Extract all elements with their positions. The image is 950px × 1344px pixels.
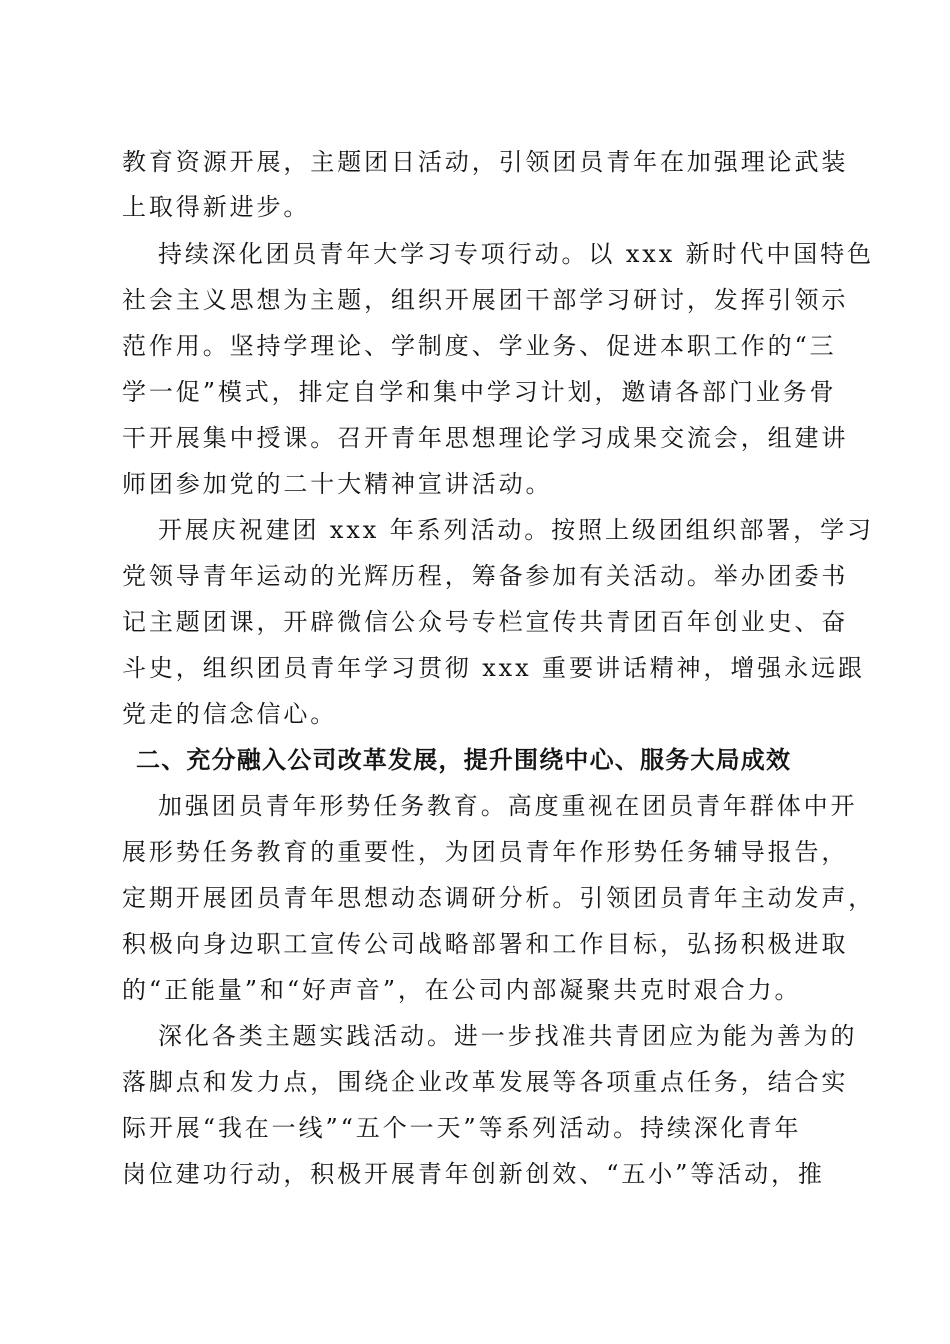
paragraph-line: 干开展集中授课。召开青年思想理论学习成果交流会，组建讲 bbox=[122, 424, 849, 452]
paragraph-line: 加强团员青年形势任务教育。高度重视在团员青年群体中开 bbox=[158, 792, 858, 820]
paragraph-line: 落脚点和发力点，围绕企业改革发展等各项重点任务，结合实 bbox=[122, 1068, 849, 1096]
paragraph-line: 范作用。坚持学理论、学制度、学业务、促进本职工作的“三 bbox=[122, 332, 837, 360]
paragraph-line: 党领导青年运动的光辉历程，筹备参加有关活动。举办团委书 bbox=[122, 562, 849, 590]
paragraph-line: 深化各类主题实践活动。进一步找准共青团应为能为善为的 bbox=[158, 1022, 858, 1050]
paragraph-line: 斗史，组织团员青年学习贯彻 xxx 重要讲话精神，增强永远跟 bbox=[122, 654, 865, 682]
paragraph-line: 开展庆祝建团 xxx 年系列活动。按照上级团组织部署，学习 bbox=[158, 516, 874, 544]
paragraph-line: 党走的信念信心。 bbox=[122, 700, 338, 728]
paragraph-line: 持续深化团员青年大学习专项行动。以 xxx 新时代中国特色 bbox=[158, 240, 874, 268]
paragraph-line: 师团参加党的二十大精神宣讲活动。 bbox=[122, 470, 553, 498]
paragraph-line: 上取得新进步。 bbox=[122, 193, 311, 221]
paragraph-line: 积极向身边职工宣传公司战略部署和工作目标，弘扬积极进取 bbox=[122, 930, 849, 958]
section-heading: 二、充分融入公司改革发展，提升围绕中心、服务大局成效 bbox=[136, 746, 792, 774]
paragraph-line: 记主题团课，开辟微信公众号专栏宣传共青团百年创业史、奋 bbox=[122, 608, 849, 636]
paragraph-line: 岗位建功行动，积极开展青年创新创效、“五小”等活动，推 bbox=[122, 1160, 825, 1188]
paragraph-line: 际开展“我在一线”“五个一天”等系列活动。持续深化青年 bbox=[122, 1114, 802, 1142]
paragraph-line: 定期开展团员青年思想动态调研分析。引领团员青年主动发声， bbox=[122, 884, 876, 912]
paragraph-line: 的“正能量”和“好声音”，在公司内部凝聚共克时艰合力。 bbox=[122, 976, 802, 1004]
paragraph-line: 学一促”模式，排定自学和集中学习计划，邀请各部门业务骨 bbox=[122, 378, 837, 406]
paragraph-line: 社会主义思想为主题，组织开展团干部学习研讨，发挥引领示 bbox=[122, 286, 849, 314]
paragraph-line: 展形势任务教育的重要性，为团员青年作形势任务辅导报告， bbox=[122, 838, 849, 866]
paragraph-line: 教育资源开展，主题团日活动，引领团员青年在加强理论武装 bbox=[122, 148, 849, 176]
